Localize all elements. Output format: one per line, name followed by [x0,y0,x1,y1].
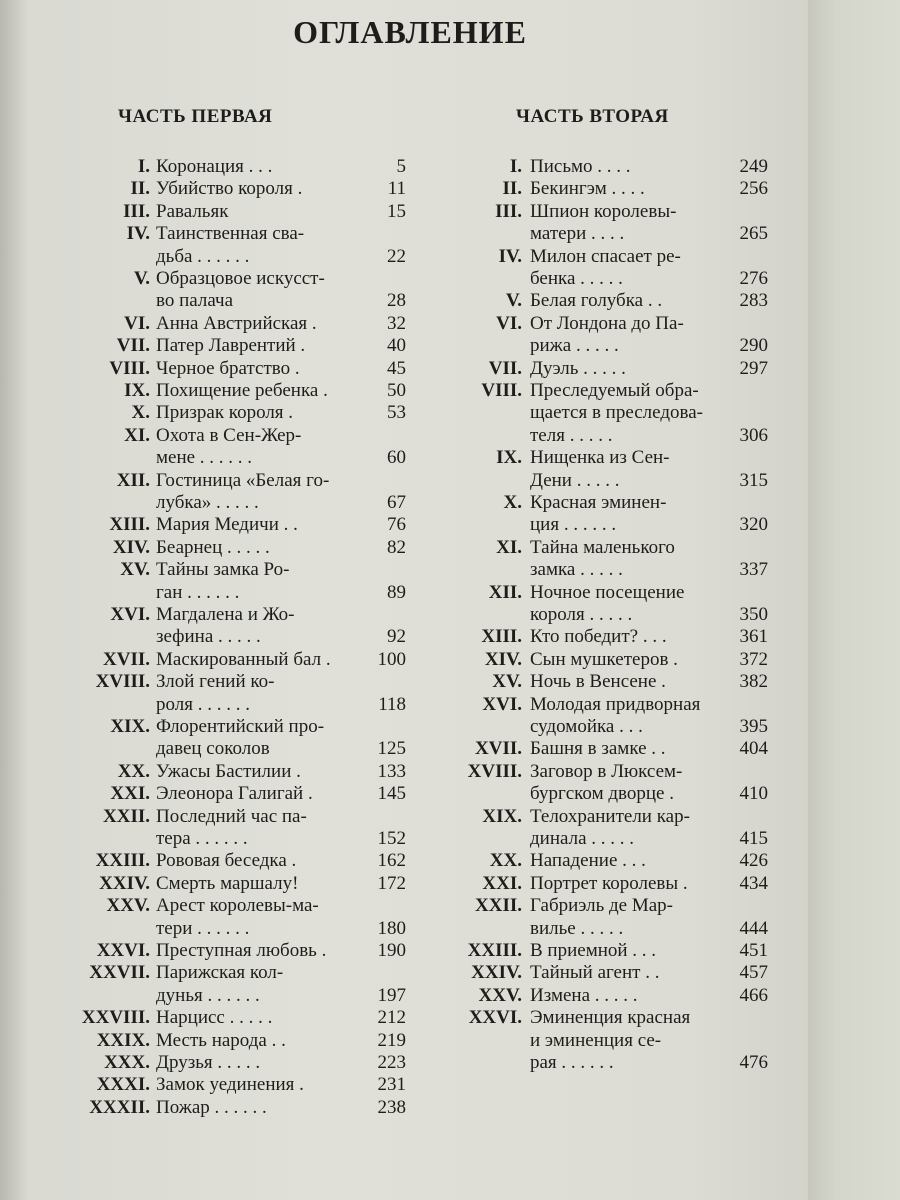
page-number: 92 [387,626,406,648]
chapter-title-line: Красная эминен- [530,492,667,513]
page-number: 180 [377,917,406,939]
page-number: 476 [739,1051,768,1073]
chapter-number: X. [131,402,150,424]
chapter-title-line: Злой гений ко- [156,671,275,693]
chapter-title-line: Портрет королевы . [530,872,688,894]
page-number: 361 [739,626,768,648]
chapter-number: XII. [116,469,150,491]
chapter-number: XIV. [484,648,522,670]
next-page-edge [808,0,900,1200]
chapter-title-line: От Лондона до Па- [530,312,684,334]
chapter-number: XXI. [110,783,150,805]
chapter-title-line: Белая голубка . . [530,290,663,312]
chapter-title-line: Маскированный бал . [156,648,331,670]
chapter-title-line: лубка» . . . . . [156,491,259,513]
page-number: 82 [387,536,406,558]
chapter-title-line: замка . . . . . [530,559,623,581]
page-number: 45 [387,357,406,379]
chapter-title-line: Тайный агент . . [530,962,660,984]
chapter-number: XXVII. [89,962,150,984]
chapter-title-line: давец соколов [156,738,270,760]
chapter-title-line: Кто победит? . . . [530,626,667,648]
page-number: 249 [739,156,768,177]
chapter-title-line: роля . . . . . . [156,693,250,715]
page-number: 172 [377,872,406,894]
page-number: 118 [378,693,406,715]
chapter-number: V. [133,268,150,289]
chapter-title-line: Ночное посещение [530,581,685,603]
chapter-title-line: Преступная любовь . [156,940,327,961]
chapter-number: XV. [492,671,522,693]
chapter-number: XXII. [103,805,150,827]
chapter-title-line: Нападение . . . [530,850,646,872]
chapter-number: I. [137,156,150,177]
chapter-number: XXXI. [96,1074,150,1096]
chapter-title-line: Друзья . . . . . [156,1052,261,1073]
page-number: 238 [377,1096,406,1118]
chapter-title-line: Тайна маленького [530,536,675,558]
page-number: 337 [739,559,768,581]
chapter-title-line: Эминенция красная [530,1007,691,1029]
chapter-title-line: Шпион королевы- [530,200,677,222]
page-number: 89 [387,581,406,603]
chapter-title-line: дунья . . . . . . [156,984,260,1006]
page-number: 451 [739,940,768,961]
chapter-title-line: Тайны замка Ро- [156,559,290,581]
chapter-title-line: тера . . . . . . [156,827,248,849]
chapter-title-line: Дуэль . . . . . [530,357,626,379]
chapter-title-line: ган . . . . . . [156,581,240,603]
chapter-number: IV. [126,223,150,245]
chapter-number: II. [130,178,150,200]
chapter-number: II. [502,178,522,200]
chapter-title-line: Черное братство . [156,357,300,379]
chapter-title-line: Письмо . . . . [530,156,631,177]
chapter-title-line: Патер Лаврентий . [156,335,306,357]
page-number: 315 [739,469,768,491]
chapter-title-line: Нарцисс . . . . . [156,1007,273,1029]
chapter-title-line: Коронация . . . [156,156,273,177]
chapter-number: VIII. [481,380,522,401]
chapter-title-line: динала . . . . . [530,827,635,849]
page-number: 67 [387,491,406,513]
chapter-title-line: и эминенция се- [530,1029,662,1051]
page-number: 11 [387,178,406,200]
page-number: 404 [739,738,768,760]
chapter-number: XIX. [110,716,150,737]
page-title: ОГЛАВЛЕНИЕ [293,14,527,50]
page-number: 297 [739,357,768,379]
chapter-title-line: Охота в Сен-Жер- [156,424,302,446]
chapter-number: XVI. [482,693,522,715]
page-number: 350 [739,603,768,625]
page-number: 415 [739,827,768,849]
page-number: 190 [377,940,406,961]
page-number: 219 [377,1029,406,1051]
chapter-title-line: короля . . . . . [530,603,633,625]
chapter-number: VII. [488,357,522,379]
chapter-title-line: Сын мушкетеров . [530,648,678,670]
chapter-title-line: Замок уединения . [156,1074,304,1096]
chapter-title-line: матери . . . . [530,223,625,245]
chapter-title-line: Анна Австрийская . [156,312,317,334]
chapter-number: XVI. [110,604,150,625]
page-number: 60 [387,447,406,469]
chapter-number: XIX. [482,805,522,827]
chapter-title-line: Таинственная сва- [156,223,305,245]
chapter-number: IX. [496,447,522,469]
page-number: 22 [387,245,406,267]
chapter-title-line: Дени . . . . . [530,469,620,491]
page-number: 256 [739,178,768,200]
chapter-title-line: Телохранители кар- [530,805,690,827]
chapter-title-line: бенка . . . . . [530,267,623,289]
chapter-title-line: Образцовое искусст- [156,268,325,289]
chapter-title-line: Равальяк [156,200,229,222]
chapter-title-line: Милон спасает ре- [530,245,681,267]
chapter-title-line: рая . . . . . . [530,1051,614,1073]
chapter-title-line: Призрак короля . [156,402,294,424]
chapter-title-line: Габриэль де Мар- [530,895,673,917]
chapter-title-line: Ужасы Бастилии . [156,760,301,782]
chapter-number: VII. [116,335,150,357]
page-number: 276 [739,267,768,289]
page-number: 133 [377,760,406,782]
chapter-title-line: зефина . . . . . [156,626,261,648]
part-two-title: ЧАСТЬ ВТОРАЯ [516,106,669,127]
page-number: 410 [739,783,768,805]
chapter-title-line: тери . . . . . . [156,917,250,939]
page-number: 444 [739,917,768,939]
chapter-number: XXX. [104,1052,150,1073]
chapter-number: XXVI. [468,1007,522,1029]
page-number: 5 [396,156,406,177]
chapter-title-line: Парижская кол- [156,962,284,984]
chapter-title-line: Башня в замке . . [530,738,666,760]
chapter-number: XIII. [481,626,522,648]
chapter-number: XX. [489,850,522,872]
chapter-number: VI. [496,312,522,334]
chapter-number: III. [123,200,150,222]
page-number: 76 [387,514,406,536]
chapter-number: XXV. [106,895,150,917]
chapter-number: VI. [124,312,150,334]
chapter-title-line: Преследуемый обра- [530,380,699,401]
page-number: 372 [739,648,768,670]
chapter-number: X. [503,492,522,513]
page-number: 320 [739,514,768,536]
page-number: 382 [739,671,768,693]
chapter-title-line: судомойка . . . [530,715,643,737]
chapter-title-line: мене . . . . . . [156,447,253,469]
chapter-title-line: Флорентийский про- [156,716,325,737]
chapter-number: XXV. [478,984,522,1006]
chapter-title-line: щается в преследова- [530,402,703,424]
chapter-number: XVIII. [467,760,522,782]
page-number: 283 [739,290,768,312]
chapter-number: XVII. [103,648,150,670]
page-number: 434 [739,872,768,894]
chapter-number: XXIII. [467,940,522,961]
chapter-title-line: Последний час па- [156,805,307,827]
page-number: 32 [387,312,406,334]
chapter-title-line: Смерть маршалу! [156,872,299,894]
chapter-number: V. [505,290,522,312]
page-number: 457 [739,962,768,984]
chapter-number: XXVI. [96,940,150,961]
chapter-number: VIII. [109,357,150,379]
page-number: 28 [387,290,406,312]
chapter-title-line: теля . . . . . [530,424,613,446]
chapter-number: XVIII. [95,671,150,693]
chapter-title-line: Мария Медичи . . [156,514,298,536]
chapter-title-line: дьба . . . . . . [156,245,250,267]
chapter-title-line: Гостиница «Белая го- [156,469,330,491]
chapter-title-line: ция . . . . . . [530,514,617,536]
page-number: 50 [387,380,406,401]
page-number: 212 [377,1007,406,1029]
chapter-number: XXXII. [89,1096,150,1118]
chapter-title-line: Молодая придворная [530,693,701,715]
chapter-title-line: Ночь в Венсене . [530,671,666,693]
chapter-title-line: Месть народа . . [156,1029,286,1051]
chapter-number: IX. [124,380,150,401]
chapter-title-line: Бекингэм . . . . [530,178,645,200]
chapter-title-line: Нищенка из Сен- [530,447,670,469]
chapter-title-line: В приемной . . . [530,940,657,961]
page-number: 53 [387,402,406,424]
chapter-number: XI. [496,536,522,558]
page-number: 426 [739,850,768,872]
chapter-title-line: во палача [156,290,234,312]
chapter-number: XXII. [475,895,522,917]
page-number: 290 [739,335,768,357]
chapter-number: XII. [488,581,522,603]
chapter-number: XV. [120,559,150,581]
page-number: 100 [377,648,406,670]
part-one-title: ЧАСТЬ ПЕРВАЯ [118,106,273,127]
chapter-title-line: Убийство короля . [156,178,303,200]
page-number: 306 [739,424,768,446]
chapter-number: XI. [124,424,150,446]
chapter-number: XXIV. [471,962,522,984]
chapter-number: XXVIII. [81,1007,150,1029]
chapter-number: XIV. [112,536,150,558]
chapter-number: XXIV. [99,872,150,894]
page-number: 40 [387,335,406,357]
chapter-number: III. [495,200,522,222]
page-number: 197 [377,984,406,1006]
chapter-number: XXIII. [95,850,150,872]
chapter-number: IV. [498,245,522,267]
page-number: 223 [377,1052,406,1073]
chapter-number: XVII. [475,738,522,760]
chapter-title-line: Пожар . . . . . . [156,1096,267,1118]
chapter-title-line: Похищение ребенка . [156,380,328,401]
chapter-number: XX. [117,760,150,782]
chapter-title-line: Измена . . . . . [530,984,638,1006]
chapter-number: I. [509,156,522,177]
chapter-title-line: вилье . . . . . [530,917,624,939]
chapter-title-line: рижа . . . . . [530,335,619,357]
chapter-number: XIII. [109,514,150,536]
chapter-title-line: Заговор в Люксем- [530,760,683,782]
page-number: 265 [739,223,768,245]
page-number: 466 [739,984,768,1006]
chapter-title-line: Арест королевы-ма- [156,895,319,917]
chapter-title-line: бургском дворце . [530,783,674,805]
page-number: 125 [377,738,406,760]
chapter-title-line: Элеонора Галигай . [156,783,313,805]
page-number: 15 [387,200,406,222]
page-number: 395 [739,715,768,737]
chapter-title-line: Магдалена и Жо- [156,604,295,625]
chapter-number: XXI. [482,872,522,894]
chapter-title-line: Рововая беседка . [156,850,297,872]
page-number: 152 [377,827,406,849]
chapter-title-line: Беарнец . . . . . [156,536,270,558]
page-number: 231 [377,1074,406,1096]
chapter-number: XXIX. [96,1029,150,1051]
page-number: 162 [377,850,406,872]
page-number: 145 [377,783,406,805]
